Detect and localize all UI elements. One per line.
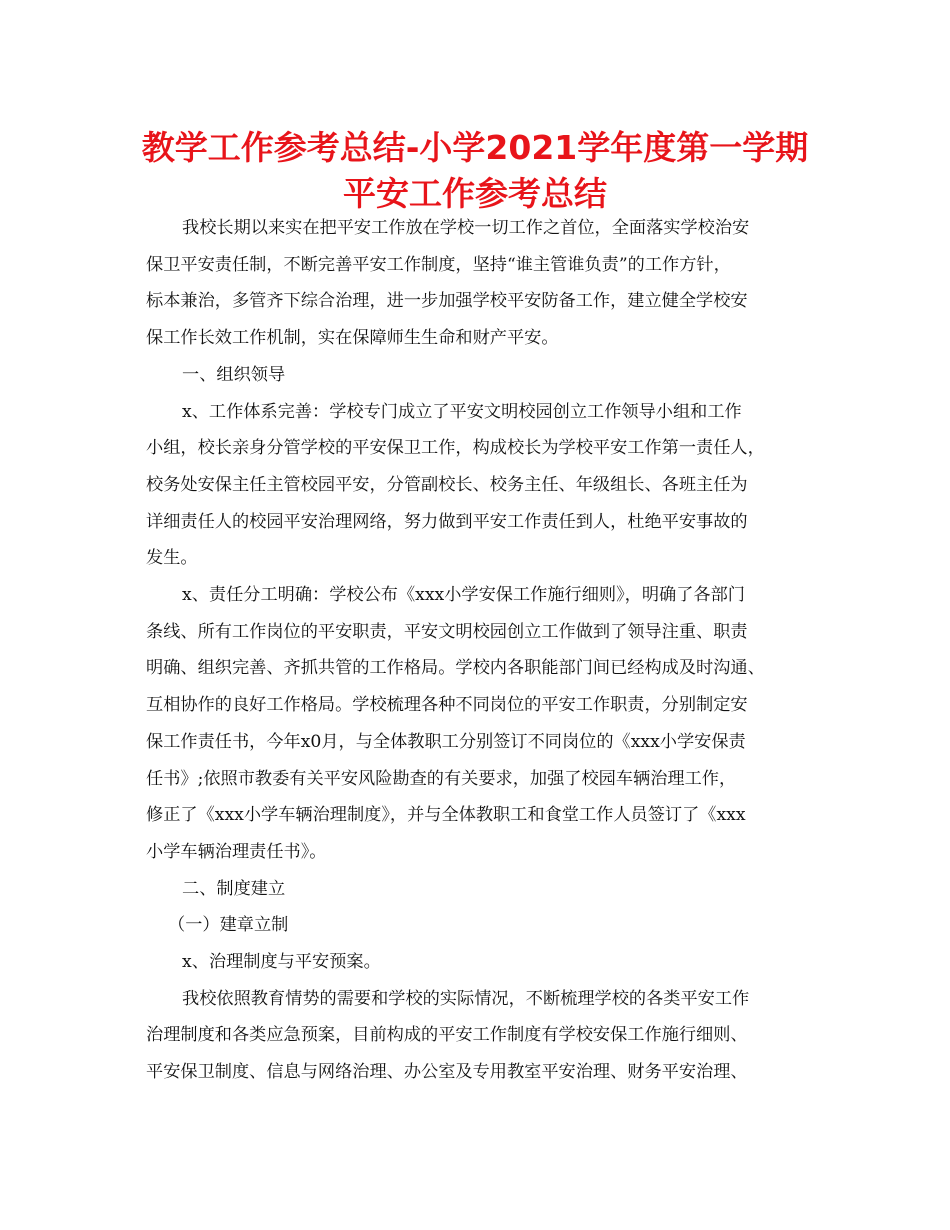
text-line: 治理制度和各类应急预案，目前构成的平安工作制度有学校安保工作施行细则、 xyxy=(146,1025,748,1046)
text-line: 一、组织领导 xyxy=(182,364,286,385)
text-line: 任书》;依照市教委有关平安风险勘查的有关要求，加强了校园车辆治理工作， xyxy=(146,768,737,789)
document-body xyxy=(146,210,806,1091)
text-line: 发生。 xyxy=(146,548,198,569)
text-line: 修正了《xxx小学车辆治理制度》，并与全体教职工和食堂工作人员签订了《xxx xyxy=(146,805,746,826)
text-line: 保工作长效工作机制，实在保障师生生命和财产平安。 xyxy=(146,328,559,349)
text-line: 小组，校长亲身分管学校的平安保卫工作，构成校长为学校平安工作第一责任人， xyxy=(146,438,765,459)
text-line: 标本兼治，多管齐下综合治理，进一步加强学校平安防备工作，建立健全学校安 xyxy=(146,291,748,312)
text-line: 明确、组织完善、齐抓共管的工作格局。学校内各职能部门间已经构成及时沟通、 xyxy=(146,658,765,679)
item-management-rules xyxy=(146,944,806,981)
subheading-rules xyxy=(146,907,806,944)
document-title-line-1: 教学工作参考总结-小学2021学年度第一学期 xyxy=(141,128,809,167)
text-line: 平安保卫制度、信息与网络治理、办公室及专用教室平安治理、财务平安治理、 xyxy=(146,1062,748,1083)
text-line: （一）建章立制 xyxy=(168,915,289,936)
section-heading-system xyxy=(146,871,806,908)
text-line: 保工作责任书，今年x0月，与全体教职工分别签订不同岗位的《xxx小学安保责 xyxy=(146,731,746,752)
text-line: x、责任分工明确：学校公布《xxx小学安保工作施行细则》，明确了各部门 xyxy=(182,585,745,606)
paragraph-rules-detail xyxy=(146,981,806,1091)
paragraph-work-system xyxy=(146,394,806,578)
section-heading-organization xyxy=(146,357,806,394)
paragraph-responsibility xyxy=(146,577,806,871)
intro-paragraph xyxy=(146,210,806,357)
text-line: 条线、所有工作岗位的平安职责，平安文明校园创立工作做到了领导注重、职责 xyxy=(146,621,748,642)
text-line: 小学车辆治理责任书》。 xyxy=(146,841,327,862)
text-line: 我校长期以来实在把平安工作放在学校一切工作之首位，全面落实学校治安 xyxy=(182,218,750,238)
text-line: 详细责任人的校园平安治理网络，努力做到平安工作责任到人，杜绝平安事故的 xyxy=(146,511,748,532)
text-line: 二、制度建立 xyxy=(182,878,286,899)
document-title-line-2: 平安工作参考总结 xyxy=(343,174,607,213)
text-line: 互相协作的良好工作格局。学校梳理各种不同岗位的平安工作职责，分别制定安 xyxy=(146,695,748,716)
text-line: 校务处安保主任主管校园平安，分管副校长、校务主任、年级组长、各班主任为 xyxy=(146,474,748,495)
text-line: x、治理制度与平安预案。 xyxy=(182,952,381,973)
text-line: 我校依照教育情势的需要和学校的实际情况，不断梳理学校的各类平安工作 xyxy=(182,988,750,1009)
text-line: 保卫平安责任制，不断完善平安工作制度，坚持“谁主管谁负责”的工作方针， xyxy=(146,254,731,275)
text-line: x、工作体系完善：学校专门成立了平安文明校园创立工作领导小组和工作 xyxy=(182,401,742,422)
